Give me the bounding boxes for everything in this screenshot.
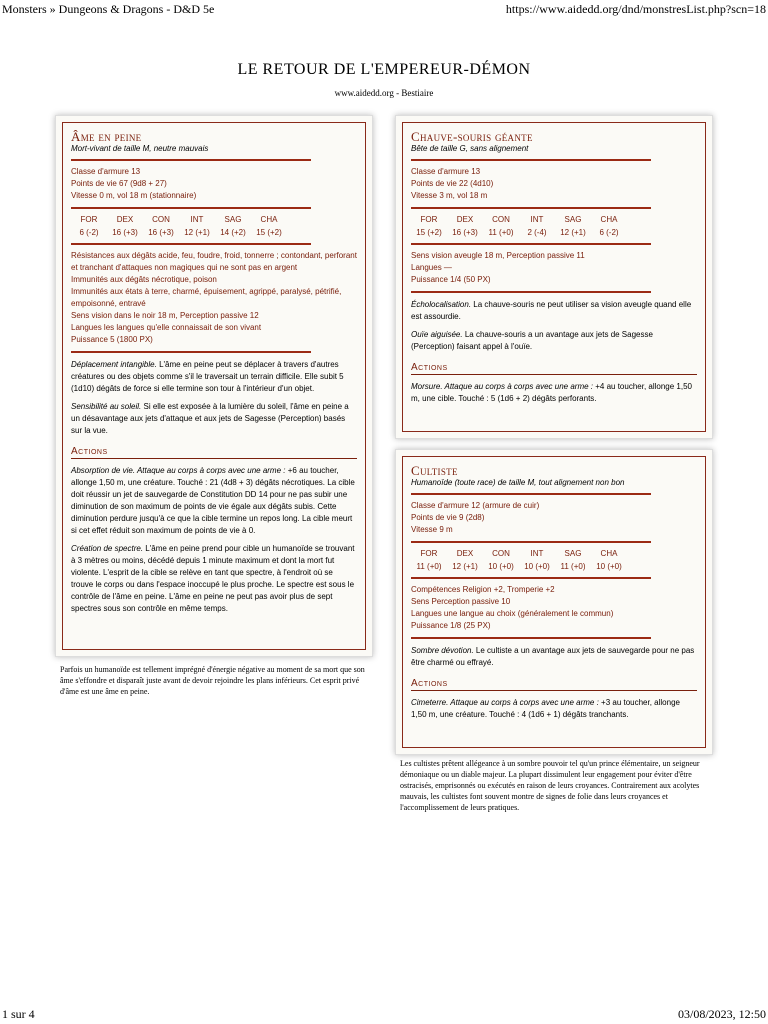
action-text: +4 au toucher, allonge 1,50 m, une cible. Touché : 5 (1d6 + 2) dégâts perforants. [411,382,692,403]
challenge: Puissance 1/4 (50 PX) [411,275,491,284]
armor-class: Classe d'armure 13 [411,167,481,176]
armor-class: Classe d'armure 12 (armure de cuir) [411,501,540,510]
statblock-cultiste [396,450,712,754]
action-name: Absorption de vie. Attaque au corps à corps avec une arme : [71,466,286,475]
monster-type: Humanoïde (toute race) de taille M, tout alignement non bon [411,478,625,487]
monster-name: Chauve-souris géante [411,129,533,144]
ability-scores [411,561,697,572]
ability-scores [411,227,697,238]
ability-label: FOR [420,215,438,224]
speed: Vitesse 3 m, vol 18 m [411,191,488,200]
ability-headers [411,214,697,225]
ability-score: 16 (+3) [452,228,478,237]
divider [411,159,651,161]
ability-label: CON [152,215,170,224]
actions-heading: Actions [71,445,357,459]
trait-text: La chauve-souris a un avantage aux jets de Sagesse (Perception) faisant appel à l'ouïe. [411,330,653,351]
flavor-text-cultiste: Les cultistes prêtent allégeance à un sombre pouvoir tel qu'un prince élémentaire, un seigneur démoniaque ou un diable majeur. La plupart dissimulent leur engagement pour éviter d'être ostracisés, emprisonnés ou exécutés en raison de leurs croyances. Contrairement aux acolytes mauvais, les cultistes font souvent montre de signes de folie dans leurs croyances et l'accomplissement de leurs pratiques. [400,759,700,812]
ability-score: 10 (+0) [596,562,622,571]
monster-type: Bête de taille G, sans alignement [411,144,529,153]
ability-label: INT [190,215,204,224]
ability-label: DEX [116,215,134,224]
ability-label: DEX [456,215,474,224]
trait-name: Déplacement intangible. [71,360,157,369]
trait [411,299,697,323]
page-subtitle: www.aidedd.org - Bestiaire [334,88,434,98]
trait-text: L'âme en peine peut se déplacer à travers d'autres créatures ou des objets comme s'il le traversait un terrain difficile. Elle subit 5 (1d10) dégâts de force si elle termine son tour à l'intérieur d'un objet. [71,360,344,393]
ability-label: SAG [564,215,582,224]
divider [411,637,651,639]
action-name: Morsure. Attaque au corps à corps avec une arme : [411,382,594,391]
print-footer-date: 03/08/2023, 12:50 [677,1007,766,1021]
trait [411,329,697,353]
action [411,381,697,405]
trait-name: Sombre dévotion. [411,646,474,655]
divider [71,243,311,245]
divider [411,577,651,579]
ability-score: 15 (+2) [256,228,282,237]
ability-label: INT [530,215,544,224]
languages: Langues une langue au choix (généralement le commun) [411,609,614,618]
ability-score: 2 (-4) [527,228,547,237]
action-name: Cimeterre. Attaque au corps à corps avec une arme : [411,698,599,707]
actions-heading: Actions [411,361,697,375]
languages: Langues les langues qu'elle connaissait de son vivant [71,323,262,332]
skills: Compétences Religion +2, Tromperie +2 [411,585,555,594]
ability-score: 14 (+2) [220,228,246,237]
trait [411,645,697,669]
senses: Sens vision dans le noir 18 m, Perception passive 12 [71,311,259,320]
ability-score: 6 (-2) [79,228,99,237]
statblock-ame-en-peine [56,116,372,656]
ability-label: INT [530,549,544,558]
trait-text: La chauve-souris ne peut utiliser sa vision aveugle quand elle est assourdie. [411,300,692,321]
senses: Sens Perception passive 10 [411,597,511,606]
statblock-chauve-souris [396,116,712,438]
trait-name: Sensibilité au soleil. [71,402,142,411]
ability-headers [71,214,357,225]
monster-name: Âme en peine [71,129,142,144]
trait [71,401,357,437]
action-text: +6 au toucher, allonge 1,50 m, une créature. Touché : 21 (4d8 + 3) dégâts nécrotiques. La cible doit réussir un jet de sauvegarde de Constitution DD 14 pour ne pas subir une diminution de son maximum de points de vie égale aux dégâts subis. Cette diminution perdure jusqu'à ce que la cible termine un repos long. La cible meurt si cet effet réduit son maximum de points de vie à 0. [71,466,355,535]
ability-score: 6 (-2) [599,228,619,237]
divider [71,351,311,353]
ability-score: 11 (+0) [488,228,514,237]
hit-points: Points de vie 9 (2d8) [411,513,485,522]
ability-score: 10 (+0) [488,562,514,571]
senses: Sens vision aveugle 18 m, Perception passive 11 [411,251,585,260]
trait-name: Ouïe aiguisée. [411,330,463,339]
condition-immunities: Immunités aux états à terre, charmé, épuisement, agrippé, paralysé, pétrifié, empoisonné, entravé [71,287,342,308]
ability-score: 12 (+1) [452,562,478,571]
hit-points: Points de vie 67 (9d8 + 27) [71,179,167,188]
resistances: Résistances aux dégâts acide, feu, foudre, froid, tonnerre ; contondant, perforant et tranchant d'attaques non magiques qui ne sont pas en argent [71,251,357,272]
divider [411,207,651,209]
ability-headers [411,548,697,559]
speed: Vitesse 0 m, vol 18 m (stationnaire) [71,191,197,200]
actions-heading: Actions [411,677,697,691]
trait [71,359,357,395]
action-text: L'âme en peine prend pour cible un humanoïde se trouvant à 3 mètres ou moins, décédé depuis 1 minute maximum et dont la mort fut violente. L'esprit de la cible se relève en tant que spectre, à l'endroit où se trouve le corps ou dans l'espace inoccupé le plus proche. Le spectre est sous le contrôle de l'âme en peine. L'âme en peine ne peut pas avoir plus de sept spectres sous son contrôle en même temps. [71,544,355,613]
ability-score: 11 (+0) [416,562,442,571]
print-header-title: Monsters » Dungeons & Dragons - D&D 5e [2,2,215,16]
divider [71,159,311,161]
page-title: LE RETOUR DE L'EMPEREUR-DÉMON [237,61,531,78]
divider [411,493,651,495]
trait-text: Le cultiste a un avantage aux jets de sauvegarde pour ne pas être charmé ou effrayé. [411,646,695,667]
ability-score: 12 (+1) [560,228,586,237]
divider [411,291,651,293]
ability-score: 16 (+3) [112,228,138,237]
languages: Langues — [411,263,452,272]
ability-score: 15 (+2) [416,228,442,237]
ability-label: DEX [456,549,474,558]
ability-score: 12 (+1) [184,228,210,237]
action-text: +3 au toucher, allonge 1,50 m, une créature. Touché : 4 (1d6 + 1) dégâts tranchants. [411,698,680,719]
flavor-text-ame: Parfois un humanoïde est tellement imprégné d'énergie négative au moment de sa mort que son âme s'effondre et disparaît juste avant de devoir rejoindre les plans inférieurs. Cet esprit privé d'âme est une âme en peine. [60,665,365,696]
ability-label: FOR [80,215,98,224]
armor-class: Classe d'armure 13 [71,167,141,176]
print-header-url[interactable]: https://www.aidedd.org/dnd/monstresList.php?scn=18 [505,2,766,16]
damage-immunities: Immunités aux dégâts nécrotique, poison [71,275,217,284]
ability-score: 16 (+3) [148,228,174,237]
ability-label: CON [492,549,510,558]
ability-label: CHA [600,215,618,224]
ability-label: CHA [600,549,618,558]
monster-name: Cultiste [411,463,458,478]
print-footer-page: 1 sur 4 [2,1007,35,1021]
action-name: Création de spectre. [71,544,144,553]
hit-points: Points de vie 22 (4d10) [411,179,494,188]
monster-type: Mort-vivant de taille M, neutre mauvais [71,144,209,153]
ability-score: 10 (+0) [524,562,550,571]
challenge: Puissance 5 (1800 PX) [71,335,153,344]
divider [411,541,651,543]
ability-score: 11 (+0) [560,562,586,571]
speed: Vitesse 9 m [411,525,453,534]
challenge: Puissance 1/8 (25 PX) [411,621,491,630]
ability-scores [71,227,357,238]
action [71,543,357,615]
ability-label: FOR [420,549,438,558]
trait-name: Écholocalisation. [411,300,472,309]
ability-label: CHA [260,215,278,224]
divider [71,207,311,209]
ability-label: SAG [564,549,582,558]
action [411,697,697,721]
action [71,465,357,537]
trait-text: Si elle est exposée à la lumière du soleil, l'âme en peine a un désavantage aux jets d'attaque et aux jets de Sagesse (Perception) basés sur la vue. [71,402,349,435]
ability-label: CON [492,215,510,224]
divider [411,243,651,245]
ability-label: SAG [224,215,242,224]
